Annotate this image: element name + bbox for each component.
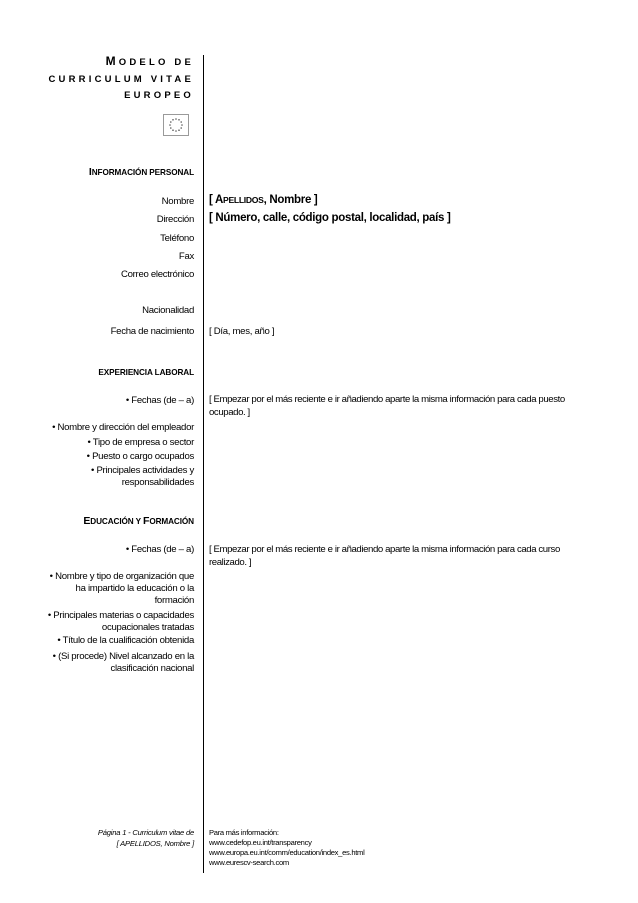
label-sector: • Tipo de empresa o sector [87,437,194,448]
cv-title-line-2: CURRICULUM VITAE [48,74,194,85]
label-subjects: • Principales materias o capacidades ocupacionales tratadas [47,610,194,633]
section-education: EDUCACIÓN Y FORMACIÓN [83,515,194,527]
cv-title-line-1: MODELO DE [105,54,194,68]
vertical-divider [203,55,204,873]
footer-link-eurescv[interactable]: www.eurescv-search.com [209,858,289,867]
label-qualification: • Título de la cualificación obtenida [57,635,194,646]
label-nationality: Nacionalidad [142,305,194,316]
footer-link-europa[interactable]: www.europa.eu.int/comm/education/index_es.html [209,848,365,857]
label-education-dates: • Fechas (de – a) [125,544,194,555]
footer-link-cedefop[interactable]: www.cedefop.eu.int/transparency [209,838,312,847]
footer-page-info: Página 1 - Curriculum vitae de [ APELLIDOS, Nombre ] [97,828,194,848]
value-name: [ APELLIDOS, Nombre ] [209,194,318,206]
label-work-dates: • Fechas (de – a) [125,395,194,406]
eu-flag-icon [163,114,189,136]
label-duties: • Principales actividades y responsabilidades [91,465,194,488]
label-address: Dirección [156,214,194,225]
label-national-level: • (Si procede) Nivel alcanzado en la clasificación nacional [52,651,194,674]
cv-title-line-3: EUROPEO [124,90,194,101]
label-name: Nombre [161,196,194,207]
eu-stars-icon [164,115,188,135]
education-instructions: [ Empezar por el más reciente e ir añadiendo aparte la misma información para cada curso realizado. ] [209,544,560,568]
label-fax: Fax [178,251,194,262]
label-organization: • Nombre y tipo de organización que ha impartido la educación o la formación [49,571,194,606]
section-work-experience: EXPERIENCIA LABORAL [98,368,194,377]
label-email: Correo electrónico [121,269,194,280]
section-personal-info: INFORMACIÓN PERSONAL [88,166,194,178]
label-birth-date: Fecha de nacimiento [110,326,194,337]
footer-info-title: Para más información: [209,828,279,837]
work-instructions: [ Empezar por el más reciente e ir añadiendo aparte la misma información para cada puesto ocupado. ] [209,394,565,418]
label-position: • Puesto o cargo ocupados [86,451,194,462]
footer-more-info [209,828,364,868]
label-employer: • Nombre y dirección del empleador [52,422,194,433]
value-address: [ Número, calle, código postal, localidad, país ] [209,212,451,224]
value-birth-date: [ Día, mes, año ] [209,326,275,337]
label-phone: Teléfono [160,233,194,244]
